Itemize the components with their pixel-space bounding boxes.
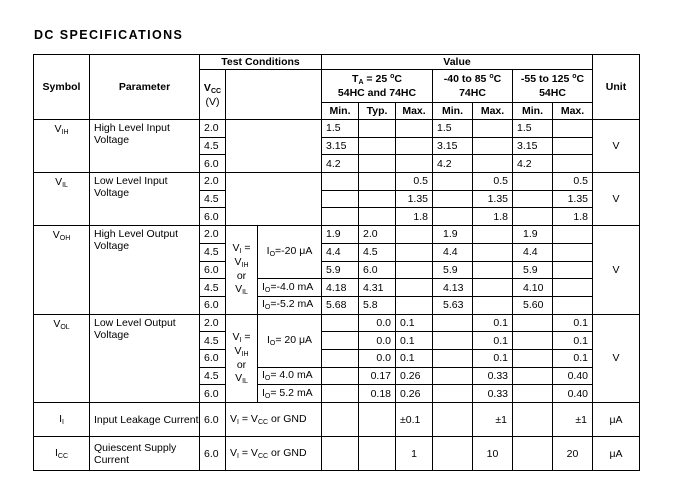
value-cell: 1.5: [433, 120, 473, 138]
vcc-cell: 6.0: [200, 261, 226, 279]
value-cell: [359, 208, 396, 226]
value-cell: [433, 190, 473, 208]
value-cell: 2.0: [359, 226, 396, 244]
value-cell: [473, 296, 513, 314]
header-conditions-blank: [226, 70, 322, 120]
value-cell: [513, 173, 553, 191]
value-cell: [396, 279, 433, 297]
value-cell: [473, 243, 513, 261]
vcc-cell: 2.0: [200, 120, 226, 138]
value-cell: 0.1: [473, 332, 513, 350]
value-cell: [433, 367, 473, 385]
value-cell: 0.0: [359, 349, 396, 367]
value-cell: 1.35: [553, 190, 593, 208]
value-cell: 5.9: [513, 261, 553, 279]
table-row: [34, 173, 640, 191]
value-cell: 3.15: [433, 137, 473, 155]
value-cell: 0.5: [473, 173, 513, 191]
value-cell: [473, 226, 513, 244]
condition-io: $I_O=-5.2$ mA: [258, 296, 322, 314]
value-cell: [322, 332, 359, 350]
value-cell: 4.13: [433, 279, 473, 297]
value-cell: [359, 190, 396, 208]
condition-io: $I_O=-20$ μA: [258, 226, 322, 279]
value-cell: [396, 296, 433, 314]
value-cell: [553, 243, 593, 261]
vcc-cell: 6.0: [200, 208, 226, 226]
header-range-55-125: -55 to 125 $^o$C 54HC: [513, 70, 593, 103]
vcc-cell: 6.0: [200, 296, 226, 314]
value-cell: [513, 190, 553, 208]
header-min: Min.: [322, 103, 359, 120]
value-cell: [396, 261, 433, 279]
value-cell: 1.5: [513, 120, 553, 138]
vcc-cell: 4.5: [200, 190, 226, 208]
vcc-cell: 6.0: [200, 349, 226, 367]
parameter-voh: High Level Output Voltage: [90, 226, 200, 314]
value-cell: 0.1: [396, 349, 433, 367]
value-cell: 4.2: [513, 155, 553, 173]
value-cell: [396, 137, 433, 155]
vcc-cell: 6.0: [200, 155, 226, 173]
vcc-cell: 6.0: [200, 437, 226, 471]
value-cell: 4.2: [433, 155, 473, 173]
value-cell: [433, 208, 473, 226]
vcc-cell: 6.0: [200, 385, 226, 403]
value-cell: 6.0: [359, 261, 396, 279]
value-cell: [396, 155, 433, 173]
parameter-vil: Low Level Input Voltage: [90, 173, 200, 226]
value-cell: 1.35: [473, 190, 513, 208]
header-vcc: $V_{CC}$ (V): [200, 70, 226, 120]
vcc-cell: 4.5: [200, 367, 226, 385]
value-cell: [322, 190, 359, 208]
value-cell: ±1: [553, 403, 593, 437]
value-cell: 0.1: [396, 332, 433, 350]
value-cell: 1.9: [322, 226, 359, 244]
value-cell: [359, 403, 396, 437]
table-row: [34, 226, 640, 244]
value-cell: 0.1: [553, 332, 593, 350]
value-cell: 1.8: [553, 208, 593, 226]
value-cell: 0.33: [473, 385, 513, 403]
header-value: Value: [322, 55, 593, 70]
value-cell: [433, 403, 473, 437]
value-cell: [513, 437, 553, 471]
header-max: Max.: [396, 103, 433, 120]
header-min: Min.: [513, 103, 553, 120]
value-cell: [433, 173, 473, 191]
value-cell: [433, 437, 473, 471]
value-cell: [513, 314, 553, 332]
value-cell: [322, 437, 359, 471]
value-cell: [553, 226, 593, 244]
value-cell: [396, 226, 433, 244]
vcc-cell: 6.0: [200, 403, 226, 437]
value-cell: 0.1: [396, 314, 433, 332]
value-cell: [322, 367, 359, 385]
value-cell: [322, 208, 359, 226]
value-cell: [359, 437, 396, 471]
header-ta-25c: $T_A = 25$ $^o$C 54HC and 74HC: [322, 70, 433, 103]
value-cell: 1.8: [473, 208, 513, 226]
value-cell: 4.10: [513, 279, 553, 297]
value-cell: 0.1: [473, 314, 513, 332]
value-cell: [322, 314, 359, 332]
value-cell: [322, 173, 359, 191]
value-cell: 4.2: [322, 155, 359, 173]
value-cell: [513, 403, 553, 437]
parameter-vol: Low Level Output Voltage: [90, 314, 200, 402]
value-cell: [359, 137, 396, 155]
value-cell: 3.15: [322, 137, 359, 155]
value-cell: [473, 261, 513, 279]
symbol-vil: $V_{IL}$: [34, 173, 90, 226]
condition-vi: $V_I$ = $V_{IH}$ or $V_{IL}$: [226, 314, 258, 402]
value-cell: 1: [396, 437, 433, 471]
value-cell: [322, 385, 359, 403]
value-cell: 0.18: [359, 385, 396, 403]
header-unit: Unit: [593, 55, 640, 120]
value-cell: 0.17: [359, 367, 396, 385]
header-test-conditions: Test Conditions: [200, 55, 322, 70]
symbol-voh: $V_{OH}$: [34, 226, 90, 314]
condition-io: $I_O=-4.0$ mA: [258, 279, 322, 297]
header-symbol: Symbol: [34, 55, 90, 120]
value-cell: 0.26: [396, 367, 433, 385]
value-cell: 4.5: [359, 243, 396, 261]
value-cell: [553, 155, 593, 173]
value-cell: [553, 279, 593, 297]
condition-vi-vcc-gnd: $V_I = V_{CC}$ or GND: [226, 403, 322, 437]
header-typ: Typ.: [359, 103, 396, 120]
value-cell: [433, 349, 473, 367]
unit-cell: μA: [593, 403, 640, 437]
value-cell: 0.1: [553, 314, 593, 332]
value-cell: 5.68: [322, 296, 359, 314]
vcc-cell: 4.5: [200, 332, 226, 350]
table-row: [34, 314, 640, 332]
symbol-ii: $I_I$: [34, 403, 90, 437]
condition-io: $I_O= 5.2$ mA: [258, 385, 322, 403]
vcc-cell: 4.5: [200, 137, 226, 155]
header-max: Max.: [553, 103, 593, 120]
value-cell: 1.9: [433, 226, 473, 244]
value-cell: 0.26: [396, 385, 433, 403]
value-cell: 3.15: [513, 137, 553, 155]
vcc-cell: 4.5: [200, 243, 226, 261]
header-parameter: Parameter: [90, 55, 200, 120]
value-cell: 0.40: [553, 385, 593, 403]
value-cell: 5.9: [433, 261, 473, 279]
condition-io: $I_O= 4.0$ mA: [258, 367, 322, 385]
value-cell: 4.4: [433, 243, 473, 261]
value-cell: [473, 155, 513, 173]
value-cell: [322, 349, 359, 367]
value-cell: [433, 332, 473, 350]
value-cell: 0.33: [473, 367, 513, 385]
value-cell: [553, 296, 593, 314]
symbol-vih: $V_{IH}$: [34, 120, 90, 173]
value-cell: 0.40: [553, 367, 593, 385]
parameter-vih: High Level Input Voltage: [90, 120, 200, 173]
value-cell: 1.35: [396, 190, 433, 208]
value-cell: 10: [473, 437, 513, 471]
unit-cell: V: [593, 120, 640, 173]
value-cell: [396, 243, 433, 261]
header-min: Min.: [433, 103, 473, 120]
header-max: Max.: [473, 103, 513, 120]
value-cell: 4.31: [359, 279, 396, 297]
page-title: DC SPECIFICATIONS: [34, 28, 184, 42]
value-cell: 5.60: [513, 296, 553, 314]
value-cell: 0.1: [473, 349, 513, 367]
value-cell: [553, 137, 593, 155]
value-cell: [553, 261, 593, 279]
parameter-icc: Quiescent Supply Current: [90, 437, 200, 471]
value-cell: 20: [553, 437, 593, 471]
table-row: [34, 403, 640, 437]
value-cell: 1.5: [322, 120, 359, 138]
unit-cell: V: [593, 173, 640, 226]
value-cell: 4.4: [322, 243, 359, 261]
value-cell: [473, 279, 513, 297]
vcc-cell: 2.0: [200, 173, 226, 191]
value-cell: 0.0: [359, 332, 396, 350]
value-cell: 4.4: [513, 243, 553, 261]
vcc-cell: 2.0: [200, 314, 226, 332]
value-cell: 4.18: [322, 279, 359, 297]
value-cell: [473, 120, 513, 138]
value-cell: [359, 173, 396, 191]
value-cell: [513, 349, 553, 367]
value-cell: 1.8: [396, 208, 433, 226]
condition-io: $I_O= 20$ μA: [258, 314, 322, 367]
dc-specifications-table: [33, 54, 640, 471]
value-cell: 0.5: [396, 173, 433, 191]
value-cell: [359, 120, 396, 138]
value-cell: [513, 208, 553, 226]
value-cell: 0.5: [553, 173, 593, 191]
unit-cell: V: [593, 226, 640, 314]
value-cell: [433, 385, 473, 403]
symbol-icc: $I_{CC}$: [34, 437, 90, 471]
value-cell: 0.1: [553, 349, 593, 367]
value-cell: [553, 120, 593, 138]
value-cell: [322, 403, 359, 437]
value-cell: 5.9: [322, 261, 359, 279]
value-cell: 1.9: [513, 226, 553, 244]
value-cell: 5.63: [433, 296, 473, 314]
unit-cell: V: [593, 314, 640, 402]
value-cell: ±1: [473, 403, 513, 437]
conditions-cell: [226, 173, 322, 226]
value-cell: [513, 332, 553, 350]
condition-vi-vcc-gnd: $V_I = V_{CC}$ or GND: [226, 437, 322, 471]
vcc-cell: 4.5: [200, 279, 226, 297]
value-cell: 5.8: [359, 296, 396, 314]
parameter-ii: Input Leakage Current: [90, 403, 200, 437]
table-row: [34, 437, 640, 471]
value-cell: ±0.1: [396, 403, 433, 437]
value-cell: [473, 137, 513, 155]
value-cell: [513, 367, 553, 385]
unit-cell: μA: [593, 437, 640, 471]
conditions-cell: [226, 120, 322, 173]
header-range-40-85: -40 to 85 $^o$C 74HC: [433, 70, 513, 103]
value-cell: [396, 120, 433, 138]
value-cell: [433, 314, 473, 332]
vcc-cell: 2.0: [200, 226, 226, 244]
table-row: [34, 120, 640, 138]
symbol-vol: $V_{OL}$: [34, 314, 90, 402]
value-cell: 0.0: [359, 314, 396, 332]
value-cell: [513, 385, 553, 403]
value-cell: [359, 155, 396, 173]
condition-vi: $V_I$ = $V_{IH}$ or $V_{IL}$: [226, 226, 258, 314]
